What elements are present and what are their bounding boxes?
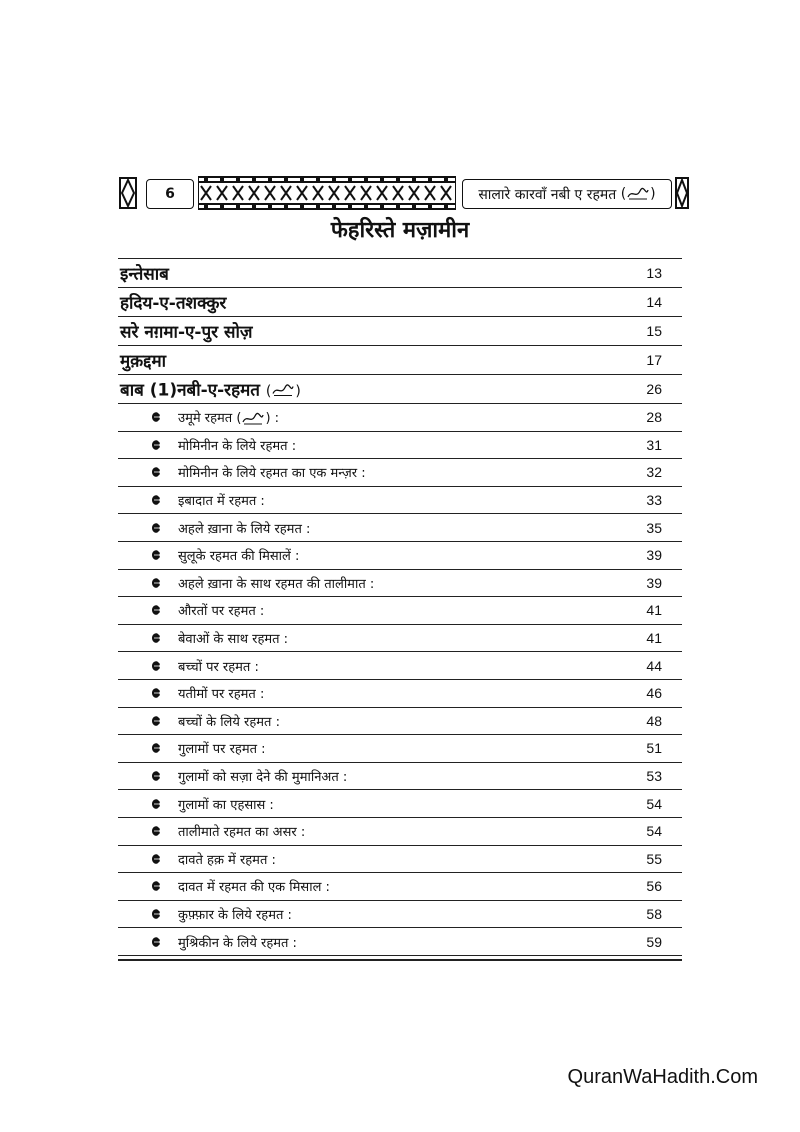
entry-title (178, 877, 330, 895)
calligraphy-seal-icon (241, 412, 265, 426)
toc-sub-entry (118, 790, 682, 818)
entry-title-text: कुफ़्फ़ार के लिये रहमत : (178, 907, 292, 923)
entry-title-text: तालीमाते रहमत का असर : (178, 825, 306, 841)
entry-title-text: मोमिनीन के लिये रहमत : (178, 438, 297, 454)
calligraphy-seal-icon (271, 384, 295, 398)
hand-bullet-icon (150, 824, 162, 838)
entry-page: 51 (646, 740, 662, 757)
entry-page: 39 (646, 574, 662, 591)
entry-page: 53 (646, 768, 662, 785)
hand-bullet-icon (150, 548, 162, 562)
entry-title: मुक़द्दमा (120, 351, 167, 372)
entry-title-text: गुलामों का एहसास : (178, 797, 274, 813)
entry-title-text: सुलूके रहमत की मिसालें : (178, 549, 300, 565)
toc-sub-entries (118, 404, 682, 956)
closing-rule (118, 959, 682, 961)
toc-sub-entry (118, 735, 682, 763)
entry-title (178, 767, 347, 785)
ornament-left-edge (118, 176, 138, 210)
hand-bullet-icon (150, 935, 162, 949)
ornamental-border-band (198, 176, 456, 210)
entry-title (178, 546, 299, 564)
toc-sub-entry (118, 625, 682, 653)
entry-title (178, 739, 266, 757)
entry-title: सरे नग़मा-ए-पुर सोज़ (120, 322, 253, 343)
toc-sub-entry (118, 487, 682, 515)
entry-page: 28 (646, 409, 662, 426)
toc-sub-entry (118, 570, 682, 598)
entry-title-text: इबादात में रहमत : (178, 494, 265, 510)
entry-page: 44 (646, 657, 662, 674)
watermark-site: QuranWaHadith.Com (567, 1066, 758, 1088)
toc-sub-entry (118, 901, 682, 929)
toc-sub-entry (118, 542, 682, 570)
entry-title (178, 436, 296, 454)
entry-title (178, 601, 264, 619)
entry-title (178, 933, 297, 951)
entry-title (178, 712, 280, 730)
entry-title-text: बाब (1)नबी-ए-रहमत (120, 380, 260, 401)
entry-title-text: अहले ख़ाना के लिये रहमत : (178, 521, 311, 537)
running-title-text: सालारे कारवाँ नबी ए रहमत (478, 186, 617, 203)
toc-sub-entry (118, 597, 682, 625)
toc-sub-entry (118, 708, 682, 736)
hand-bullet-icon (150, 603, 162, 617)
entry-page: 56 (646, 878, 662, 895)
entry-page: 13 (646, 265, 662, 281)
entry-page: 54 (646, 823, 662, 840)
hand-bullet-icon (150, 576, 162, 590)
entry-title-text: गुलामों को सज़ा देने की मुमानिअत : (178, 770, 348, 786)
toc-sub-entry (118, 652, 682, 680)
entry-title (178, 822, 305, 840)
entry-title-text: यतीमों पर रहमत : (178, 687, 265, 703)
hand-bullet-icon (150, 521, 162, 535)
hand-bullet-icon (150, 659, 162, 673)
running-title (462, 179, 672, 209)
toc-main-entry (118, 317, 682, 346)
toc-sub-entry (118, 873, 682, 901)
entry-title (178, 519, 310, 537)
entry-title-text: बच्चों के लिये रहमत : (178, 714, 280, 730)
hand-bullet-icon (150, 797, 162, 811)
entry-title-text: मोमिनीन के लिये रहमत का एक मन्ज़र : (178, 466, 366, 482)
hand-bullet-icon (150, 714, 162, 728)
entry-title (178, 905, 292, 923)
entry-page: 55 (646, 850, 662, 867)
entry-page: 26 (646, 381, 662, 397)
toc-sub-entry (118, 404, 682, 432)
toc-sub-entry (118, 928, 682, 956)
hand-bullet-icon (150, 631, 162, 645)
hand-bullet-icon (150, 852, 162, 866)
entry-title (178, 491, 265, 509)
toc-sub-entry (118, 763, 682, 791)
toc-sub-entry (118, 818, 682, 846)
entry-page: 54 (646, 795, 662, 812)
table-of-contents (118, 258, 682, 961)
entry-title (178, 574, 374, 592)
entry-page: 41 (646, 630, 662, 647)
toc-sub-entry (118, 514, 682, 542)
toc-main-entry (118, 375, 682, 404)
entry-page: 33 (646, 492, 662, 509)
entry-title-text: दावते हक़ में रहमत : (178, 852, 276, 868)
paren-open: ( (620, 186, 627, 202)
hand-bullet-icon (150, 686, 162, 700)
entry-page: 17 (646, 352, 662, 368)
entry-title-text: गुलामों पर रहमत : (178, 742, 266, 758)
entry-page: 39 (646, 547, 662, 564)
entry-title-text: अहले ख़ाना के साथ रहमत की तालीमात : (178, 576, 375, 592)
hand-bullet-icon (150, 438, 162, 452)
hand-bullet-icon (150, 741, 162, 755)
entry-title: हदिय-ए-तशक्कुर (120, 293, 227, 314)
entry-title (178, 657, 259, 675)
entry-title (178, 795, 274, 813)
entry-title (178, 629, 288, 647)
entry-page: 15 (646, 323, 662, 339)
hand-bullet-icon (150, 907, 162, 921)
running-header (118, 176, 690, 212)
paren-close: ) (650, 186, 656, 202)
entry-page: 31 (646, 436, 662, 453)
entry-title: इन्तेसाब (120, 264, 169, 285)
hand-bullet-icon (150, 879, 162, 893)
toc-sub-entry (118, 432, 682, 460)
hand-bullet-icon (150, 493, 162, 507)
hand-bullet-icon (150, 410, 162, 424)
toc-main-entry (118, 346, 682, 375)
toc-sub-entry (118, 846, 682, 874)
calligraphy-seal-icon (626, 187, 650, 201)
entry-title-text: बच्चों पर रहमत : (178, 659, 259, 675)
toc-sub-entry (118, 459, 682, 487)
hand-bullet-icon (150, 769, 162, 783)
entry-page: 58 (646, 905, 662, 922)
entry-title-text: औरतों पर रहमत : (178, 604, 265, 620)
toc-main-entry (118, 288, 682, 317)
entry-page: 35 (646, 519, 662, 536)
entry-page: 14 (646, 294, 662, 310)
entry-page: 32 (646, 464, 662, 481)
entry-page: 46 (646, 685, 662, 702)
entry-title-text: मुश्रिकीन के लिये रहमत : (178, 935, 297, 951)
entry-title-text: बेवाओं के साथ रहमत : (178, 632, 289, 648)
hand-bullet-icon (150, 465, 162, 479)
entry-page: 59 (646, 933, 662, 950)
entry-title (178, 684, 264, 702)
entry-title (178, 850, 276, 868)
entry-title: उमूमे रहमत ( ) : (178, 411, 280, 427)
toc-sub-entry (118, 680, 682, 708)
entry-title (178, 463, 366, 481)
page-number: 6 (146, 179, 194, 209)
entry-title: बाब (1)नबी-ए-रहमत ( ) (120, 380, 301, 401)
entry-page: 41 (646, 602, 662, 619)
entry-title-text: उमूमे रहमत (178, 411, 233, 427)
toc-main-entry (118, 258, 682, 288)
entry-title-text: दावत में रहमत की एक मिसाल : (178, 880, 330, 896)
ornament-right-edge (674, 176, 690, 210)
toc-title: फेहरिस्ते मज़ामीन (330, 218, 470, 243)
entry-page: 48 (646, 712, 662, 729)
